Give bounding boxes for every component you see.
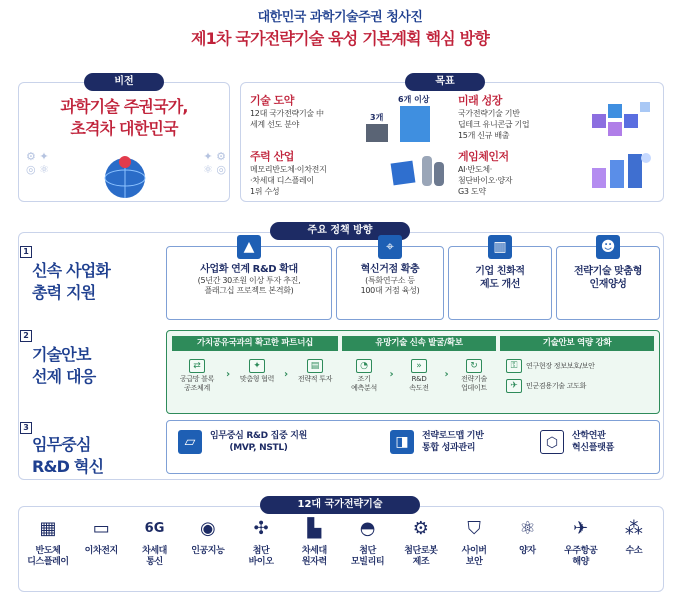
ai-icon: ◉ [199, 518, 216, 539]
goal-title: 미래 성장 [458, 94, 502, 107]
item-label: 연구현장 정보보호/보안 [526, 361, 595, 370]
item-label: 맞춤형 협력 [239, 375, 275, 383]
tech-item [608, 516, 660, 568]
card-title: 제도 개선 [479, 279, 521, 290]
globe-illustration [90, 148, 160, 200]
platform-title: 산학연관 [572, 431, 606, 441]
tech-label-line: 해양 [572, 557, 589, 567]
tech-item [235, 516, 287, 568]
item-label: R&D 속도전 [409, 375, 429, 392]
card-title: 전략기술 맞춤형 [574, 266, 642, 277]
tech-label-line: 차세대 [142, 546, 167, 556]
tech-label-line: 수소 [625, 546, 643, 556]
tech-item [288, 516, 340, 568]
tech-label-line: 이차전지 [84, 546, 118, 556]
item-label: 전략적 투자 [297, 375, 333, 383]
group-head: 기술안보 역량 강화 [500, 336, 654, 351]
goal-desc: 1위 수성 [250, 187, 280, 196]
goal-desc: AI·반도체· [458, 165, 493, 174]
ai-illustration [586, 148, 656, 194]
investment-icon: ▤ [307, 359, 323, 373]
arrow-right-icon: › [444, 369, 449, 380]
building-icon: ▥ [488, 235, 512, 259]
item-label: 민군겸용기술 고도화 [526, 381, 587, 390]
vision-decoration-right: ✦ ⚙ ⚛ ◎ [203, 150, 226, 176]
goal-title: 게임체인저 [458, 150, 509, 163]
group-security-capacity [500, 336, 654, 406]
goal-desc: 세계 선도 분야 [250, 120, 300, 129]
roadmap-item [390, 430, 520, 454]
tech-item [501, 516, 553, 568]
tech-label-line: 디스플레이 [27, 557, 69, 567]
bar-high [400, 106, 430, 142]
bar-graphic [362, 92, 446, 146]
header-subtitle: 대한민국 과학기술주권 청사진 [257, 10, 423, 25]
section-number: 3 [20, 422, 32, 434]
goal-title: 기술 도약 [250, 94, 294, 107]
cubes-illustration [586, 94, 656, 140]
card-business-friendly [448, 239, 552, 320]
forecast-icon: ◔ [356, 359, 372, 373]
tech-label-line: 첨단로봇 [404, 546, 438, 556]
tech-label-line: 사이버 [461, 546, 487, 556]
chip-icon: ▦ [39, 518, 57, 539]
tech-label: 12대 국가전략기술 [260, 496, 420, 514]
tech-label-line: 보안 [465, 557, 483, 567]
update-icon: ↻ [466, 359, 482, 373]
bar-low-label: 3개 [370, 113, 384, 122]
roadmap-desc: 통합 성과관리 [422, 443, 476, 453]
arrow-right-icon: › [225, 369, 231, 380]
goal-title: 주력 산업 [250, 150, 294, 163]
roadmap-icon: ◨ [390, 430, 414, 454]
tech-label-line: 제조 [412, 557, 430, 567]
goal-tech-leap [250, 92, 360, 130]
tech-item [22, 516, 74, 568]
goals-label: 목표 [405, 73, 485, 91]
mission-item [178, 430, 378, 454]
bar-high-label: 6개 이상 [398, 95, 430, 104]
people-icon: ☻ [596, 235, 620, 259]
tech-item [448, 516, 500, 568]
card-title: 사업화 연계 R&D 확대 [200, 264, 298, 275]
tech-label-line: 차세대 [301, 546, 327, 556]
supply-chain-icon: ⇄ [189, 359, 205, 373]
tech-label-line: 모빌리티 [351, 557, 385, 567]
goal-future-growth [458, 92, 578, 141]
page-title: 제1차 국가전략기술 육성 기본계획 핵심 방향 [191, 29, 489, 48]
robot-icon: ⚙ [412, 518, 429, 539]
platform-desc: 혁신플랫폼 [572, 443, 614, 453]
card-desc: (특화연구소 등 [365, 276, 415, 285]
tech-row [22, 516, 660, 568]
section-title-line: 임무중심 [32, 435, 91, 454]
tech-item [342, 516, 394, 568]
goal-game-changer [458, 148, 578, 197]
vision-label: 비전 [84, 73, 164, 91]
tech-label-line: 통신 [146, 557, 163, 567]
card-title: 인재양성 [589, 279, 627, 290]
tech-item [182, 516, 234, 568]
arrow-right-icon: › [283, 369, 289, 380]
tech-label-line: 원자력 [301, 557, 327, 567]
tech-label-line: 반도체 [35, 546, 61, 556]
card-desc: 플래그십 프로젝트 본격화) [204, 286, 294, 295]
speed-icon: » [411, 359, 427, 373]
goal-desc: 15개 신규 배출 [458, 131, 510, 140]
tech-label-line: 우주항공 [564, 546, 598, 556]
mission-title: 임무중심 R&D 집중 지원 [210, 431, 308, 441]
section-title-line: 총력 지원 [32, 283, 96, 302]
car-icon: ◓ [359, 518, 376, 539]
vision-decoration-left: ⚙ ✦ ◎ ⚛ [26, 150, 49, 176]
group-tech-discovery [342, 336, 496, 406]
card-commercialization-rd [166, 239, 332, 320]
dna-icon: ✣ [253, 518, 269, 539]
location-pin-icon: ⌖ [378, 235, 402, 259]
presentation-icon: ▱ [178, 430, 202, 454]
goal-desc: ·차세대 디스플레이 [250, 176, 314, 185]
card-innovation-hub [336, 239, 444, 320]
goal-desc: G3 도약 [458, 187, 486, 196]
item-label: 전략기술 업데이트 [461, 375, 487, 392]
section-number: 1 [20, 246, 32, 258]
goal-desc: 딥테크 유니콘급 기업 [458, 120, 530, 129]
item-label: 공급망 블록 공조체계 [179, 375, 215, 392]
section-title-line: 선제 대응 [32, 367, 96, 386]
group-partnership [172, 336, 338, 406]
section-title-line: 신속 사업화 [32, 261, 111, 280]
section-title-line: 기술안보 [32, 345, 91, 364]
arrow-right-icon: › [389, 369, 394, 380]
tech-label-line: 양자 [519, 546, 536, 556]
chart-growth-icon: ▲ [237, 235, 261, 259]
card-title: 기업 친화적 [475, 266, 525, 277]
tech-label-line: 바이오 [248, 557, 274, 567]
shield-icon: ⛉ [467, 518, 481, 539]
atom-icon: ⚛ [519, 518, 536, 539]
mission-desc: (MVP, NSTL) [229, 443, 288, 453]
tech-item [129, 516, 181, 568]
bar-low [366, 124, 388, 142]
platform-icon: ⬡ [540, 430, 564, 454]
goal-desc: 12대 국가전략기술 中 [250, 109, 324, 118]
dual-use-icon: ✈ [506, 379, 522, 393]
handshake-icon: ✦ [249, 359, 265, 373]
item-label: 조기 예측분석 [351, 375, 377, 392]
section-title-line: R&D 혁신 [32, 457, 104, 476]
section-number: 2 [20, 330, 32, 342]
hydrogen-icon: ⁂ [624, 518, 643, 539]
platform-item [540, 430, 656, 454]
tech-item [75, 516, 127, 568]
tech-item [395, 516, 447, 568]
tech-label-line: 첨단 [359, 546, 376, 556]
goal-desc: 국가전략기술 기반 [458, 109, 520, 118]
tech-item [555, 516, 607, 568]
goal-desc: 메모리반도체·이차전지 [250, 165, 327, 174]
group-head: 유망기술 신속 발굴/확보 [342, 336, 496, 351]
vision-line-1: 과학기술 주권국가, [60, 97, 188, 116]
goal-desc: 첨단바이오·양자 [458, 176, 513, 185]
roadmap-title: 전략로드맵 기반 [422, 431, 484, 441]
card-desc: 100대 거점 육성) [360, 286, 420, 295]
lock-icon: ⚿ [506, 359, 522, 373]
card-desc: (5년간 30조원 이상 투자 추진, [197, 276, 301, 285]
tech-label-line: 첨단 [252, 546, 270, 556]
tech-label-line: 인공지능 [191, 546, 225, 556]
nuclear-icon: ▙ [307, 518, 322, 539]
6g-icon: 6G [144, 521, 165, 536]
group-head: 가치공유국과의 확고한 파트너십 [172, 336, 338, 351]
battery-icon: ▭ [92, 518, 110, 539]
card-talent-training [556, 239, 660, 320]
policy-label: 주요 정책 방향 [270, 222, 410, 240]
card-title: 혁신거점 확충 [360, 264, 420, 275]
industry-illustration [388, 148, 448, 194]
satellite-icon: ✈ [573, 518, 589, 539]
goal-main-industry [250, 148, 370, 197]
vision-line-2: 초격차 대한민국 [70, 119, 178, 138]
